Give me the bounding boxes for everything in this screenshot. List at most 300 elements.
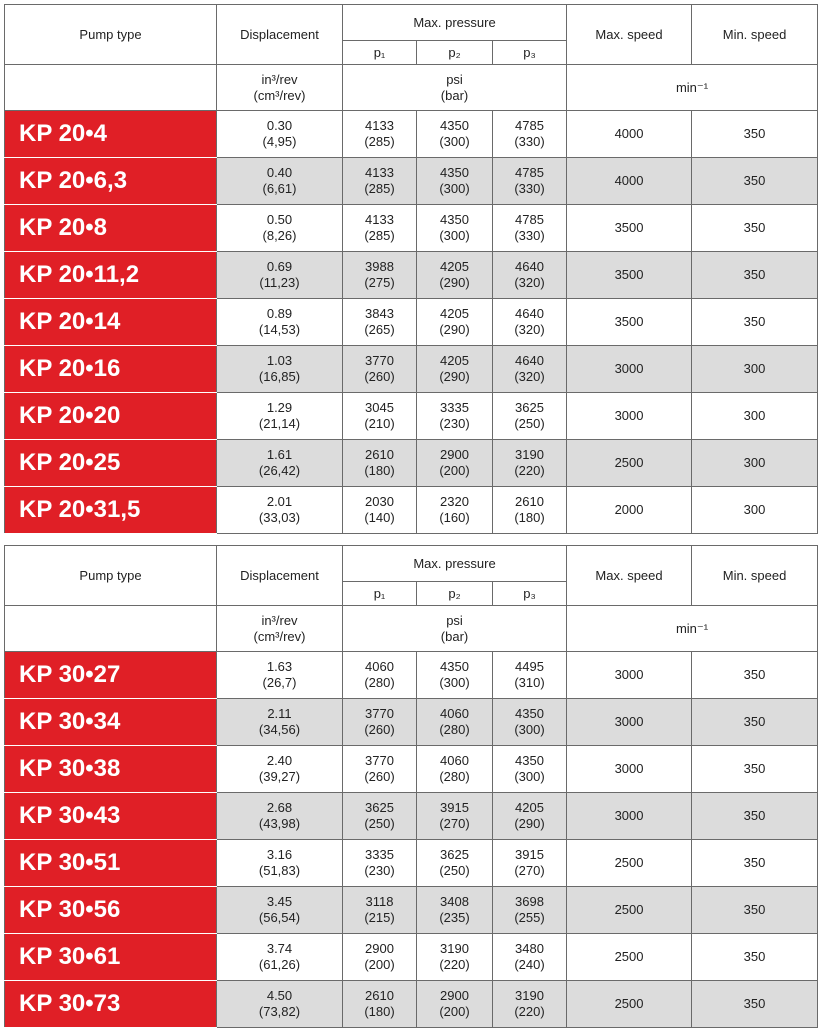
- displacement-imperial: 2.01: [266, 494, 293, 509]
- p3-bar: (300): [514, 769, 545, 784]
- max-speed-cell: [567, 346, 692, 393]
- p2-psi: 4350: [440, 118, 469, 133]
- p2-cell: [417, 346, 493, 393]
- min-speed-value: 350: [743, 126, 766, 141]
- min-speed-value: 350: [743, 714, 766, 729]
- max-speed-value: 2500: [614, 949, 644, 964]
- p3-header: p₃: [493, 41, 567, 65]
- p2-header: p₂: [417, 41, 493, 65]
- displacement-cell: [217, 840, 343, 887]
- table-row: [5, 699, 818, 746]
- p2-psi: 4060: [440, 753, 469, 768]
- p2-psi: 4350: [440, 212, 469, 227]
- pressure-unit: [343, 606, 567, 652]
- p2-header: p₂: [417, 582, 493, 606]
- displacement-unit: [217, 65, 343, 111]
- displacement-cell: [217, 793, 343, 840]
- displacement-cell: [217, 252, 343, 299]
- p2-bar: (220): [439, 957, 470, 972]
- p1-psi: 3045: [365, 400, 394, 415]
- p2-bar: (200): [439, 1004, 470, 1019]
- min-speed-value: 350: [743, 949, 766, 964]
- p3-cell: [493, 840, 567, 887]
- max-speed-value: 2500: [614, 902, 644, 917]
- displacement-metric: (6,61): [262, 181, 297, 196]
- p1-psi: 4133: [365, 165, 394, 180]
- p1-cell: [343, 793, 417, 840]
- pump-type-label: KP 20•6,3: [19, 167, 128, 194]
- max-speed-cell: [567, 252, 692, 299]
- displacement-metric: (21,14): [258, 416, 301, 431]
- max-speed-value: 2000: [614, 502, 644, 517]
- min-speed-value: 350: [743, 267, 766, 282]
- min-speed-cell: [692, 487, 818, 534]
- p3-psi: 3915: [515, 847, 544, 862]
- displacement-metric: (16,85): [258, 369, 301, 384]
- p2-psi: 4205: [440, 306, 469, 321]
- displacement-metric: (61,26): [258, 957, 301, 972]
- pump-table-kp20: [4, 4, 818, 534]
- p2-psi: 3408: [440, 894, 469, 909]
- p2-cell: [417, 487, 493, 534]
- max-speed-value: 3500: [614, 314, 644, 329]
- p1-cell: [343, 487, 417, 534]
- displacement-metric: (73,82): [258, 1004, 301, 1019]
- displacement-unit-imperial: in³/rev: [261, 71, 298, 87]
- p2-psi: 4205: [440, 353, 469, 368]
- table-row: [5, 652, 818, 699]
- p2-cell: [417, 793, 493, 840]
- p2-bar: (270): [439, 816, 470, 831]
- min-speed-cell: [692, 652, 818, 699]
- p3-psi: 4640: [515, 353, 544, 368]
- displacement-cell: [217, 158, 343, 205]
- p1-psi: 3988: [365, 259, 394, 274]
- pump-type-cell: [5, 346, 217, 393]
- min-speed-cell: [692, 158, 818, 205]
- displacement-metric: (39,27): [258, 769, 301, 784]
- displacement-cell: [217, 652, 343, 699]
- table-row: [5, 346, 818, 393]
- p1-cell: [343, 393, 417, 440]
- min-speed-cell: [692, 934, 818, 981]
- p1-bar: (265): [364, 322, 395, 337]
- p1-cell: [343, 981, 417, 1028]
- p2-psi: 3625: [440, 847, 469, 862]
- displacement-cell: [217, 393, 343, 440]
- min-speed-cell: [692, 746, 818, 793]
- max-speed-value: 3500: [614, 267, 644, 282]
- p2-cell: [417, 158, 493, 205]
- p3-psi: 4495: [515, 659, 544, 674]
- min-speed-cell: [692, 793, 818, 840]
- max-speed-value: 3000: [614, 761, 644, 776]
- pump-type-label: KP 30•73: [19, 990, 121, 1017]
- p1-bar: (230): [364, 863, 395, 878]
- pump-type-label: KP 30•43: [19, 802, 121, 829]
- table-row: [5, 440, 818, 487]
- p2-bar: (280): [439, 722, 470, 737]
- p1-bar: (210): [364, 416, 395, 431]
- displacement-imperial: 2.40: [266, 753, 293, 768]
- p1-cell: [343, 746, 417, 793]
- table-row: [5, 487, 818, 534]
- min-speed-value: 300: [743, 455, 766, 470]
- p1-cell: [343, 840, 417, 887]
- p3-bar: (330): [514, 181, 545, 196]
- min-speed-value: 350: [743, 173, 766, 188]
- p3-header: p₃: [493, 582, 567, 606]
- max-speed-value: 4000: [614, 126, 644, 141]
- max-speed-value: 2500: [614, 855, 644, 870]
- p3-bar: (320): [514, 322, 545, 337]
- displacement-metric: (33,03): [258, 510, 301, 525]
- min-speed-cell: [692, 205, 818, 252]
- displacement-metric: (8,26): [262, 228, 297, 243]
- max-speed-value: 3000: [614, 408, 644, 423]
- table-row: [5, 746, 818, 793]
- p3-bar: (250): [514, 416, 545, 431]
- p3-psi: 4640: [515, 259, 544, 274]
- p3-cell: [493, 699, 567, 746]
- table-row: [5, 111, 818, 158]
- pump-type-label: KP 20•14: [19, 308, 121, 335]
- p3-psi: 4785: [515, 118, 544, 133]
- p2-psi: 2320: [440, 494, 469, 509]
- pump-type-label: KP 20•31,5: [19, 496, 141, 523]
- pump-type-label: KP 30•27: [19, 661, 121, 688]
- p2-cell: [417, 299, 493, 346]
- displacement-metric: (4,95): [262, 134, 297, 149]
- displacement-imperial: 3.16: [266, 847, 293, 862]
- pump-type-label: KP 30•56: [19, 896, 121, 923]
- p2-cell: [417, 393, 493, 440]
- displacement-imperial: 0.30: [266, 118, 293, 133]
- pump-type-label: KP 30•38: [19, 755, 121, 782]
- p1-bar: (260): [364, 769, 395, 784]
- p2-bar: (300): [439, 134, 470, 149]
- displacement-unit: [217, 606, 343, 652]
- table-row: [5, 793, 818, 840]
- p2-bar: (230): [439, 416, 470, 431]
- p3-psi: 4205: [515, 800, 544, 815]
- max-speed-cell: [567, 699, 692, 746]
- max-speed-cell: [567, 111, 692, 158]
- displacement-metric: (26,42): [258, 463, 301, 478]
- pump-type-cell: [5, 111, 217, 158]
- displacement-cell: [217, 440, 343, 487]
- min-speed-value: 350: [743, 902, 766, 917]
- max-speed-cell: [567, 158, 692, 205]
- max-speed-value: 3000: [614, 714, 644, 729]
- displacement-imperial: 0.40: [266, 165, 293, 180]
- min-speed-value: 300: [743, 361, 766, 376]
- displacement-imperial: 1.03: [266, 353, 293, 368]
- p1-header: p₁: [343, 582, 417, 606]
- p3-psi: 4350: [515, 706, 544, 721]
- max-speed-cell: [567, 440, 692, 487]
- displacement-imperial: 0.69: [266, 259, 293, 274]
- displacement-cell: [217, 887, 343, 934]
- p1-cell: [343, 299, 417, 346]
- table-row: [5, 205, 818, 252]
- p3-bar: (255): [514, 910, 545, 925]
- p3-cell: [493, 299, 567, 346]
- p2-bar: (290): [439, 275, 470, 290]
- speed-unit: min⁻¹: [567, 606, 818, 652]
- displacement-header: Displacement: [217, 5, 343, 65]
- p2-psi: 2900: [440, 988, 469, 1003]
- p3-cell: [493, 346, 567, 393]
- p3-bar: (310): [514, 675, 545, 690]
- p1-bar: (180): [364, 1004, 395, 1019]
- p2-psi: 4060: [440, 706, 469, 721]
- p2-psi: 4350: [440, 165, 469, 180]
- p2-cell: [417, 205, 493, 252]
- p3-bar: (240): [514, 957, 545, 972]
- p2-psi: 3335: [440, 400, 469, 415]
- displacement-header: Displacement: [217, 546, 343, 606]
- pump-type-label: KP 20•16: [19, 355, 121, 382]
- max-speed-value: 3000: [614, 808, 644, 823]
- p1-bar: (260): [364, 722, 395, 737]
- pump-type-unit-cell: [5, 606, 217, 652]
- p3-bar: (300): [514, 722, 545, 737]
- p1-bar: (285): [364, 181, 395, 196]
- table-row: [5, 252, 818, 299]
- max-speed-header: Max. speed: [567, 546, 692, 606]
- p1-cell: [343, 652, 417, 699]
- p2-psi: 3915: [440, 800, 469, 815]
- p2-bar: (300): [439, 181, 470, 196]
- table-row: [5, 840, 818, 887]
- max-speed-value: 3000: [614, 361, 644, 376]
- p2-bar: (290): [439, 322, 470, 337]
- displacement-metric: (14,53): [258, 322, 301, 337]
- p1-cell: [343, 252, 417, 299]
- p1-bar: (140): [364, 510, 395, 525]
- p1-bar: (280): [364, 675, 395, 690]
- p2-bar: (250): [439, 863, 470, 878]
- p3-psi: 3625: [515, 400, 544, 415]
- p1-bar: (250): [364, 816, 395, 831]
- p3-cell: [493, 487, 567, 534]
- p3-cell: [493, 440, 567, 487]
- pump-type-cell: [5, 934, 217, 981]
- p3-cell: [493, 158, 567, 205]
- p3-psi: 3698: [515, 894, 544, 909]
- pump-type-header: Pump type: [5, 546, 217, 606]
- p3-psi: 4785: [515, 212, 544, 227]
- p2-bar: (200): [439, 463, 470, 478]
- p2-bar: (290): [439, 369, 470, 384]
- p2-cell: [417, 111, 493, 158]
- p3-bar: (320): [514, 369, 545, 384]
- p1-bar: (215): [364, 910, 395, 925]
- max-speed-cell: [567, 981, 692, 1028]
- p3-cell: [493, 652, 567, 699]
- max-speed-value: 3000: [614, 667, 644, 682]
- pump-type-cell: [5, 158, 217, 205]
- max-speed-header: Max. speed: [567, 5, 692, 65]
- p2-psi: 3190: [440, 941, 469, 956]
- pump-type-unit-cell: [5, 65, 217, 111]
- p1-psi: 4060: [365, 659, 394, 674]
- p1-psi: 3770: [365, 706, 394, 721]
- displacement-cell: [217, 746, 343, 793]
- p2-cell: [417, 699, 493, 746]
- table-row: [5, 934, 818, 981]
- displacement-cell: [217, 346, 343, 393]
- p1-psi: 3770: [365, 353, 394, 368]
- p2-bar: (160): [439, 510, 470, 525]
- pump-type-cell: [5, 440, 217, 487]
- pump-type-label: KP 30•61: [19, 943, 121, 970]
- p3-psi: 4350: [515, 753, 544, 768]
- p1-header: p₁: [343, 41, 417, 65]
- p3-bar: (180): [514, 510, 545, 525]
- displacement-imperial: 2.11: [267, 706, 292, 721]
- p3-psi: 3190: [515, 988, 544, 1003]
- p3-bar: (290): [514, 816, 545, 831]
- table-row: [5, 299, 818, 346]
- displacement-imperial: 2.68: [266, 800, 293, 815]
- p1-psi: 2610: [365, 447, 394, 462]
- displacement-metric: (26,7): [262, 675, 297, 690]
- displacement-unit-metric: (cm³/rev): [253, 628, 306, 644]
- p1-cell: [343, 934, 417, 981]
- p3-cell: [493, 887, 567, 934]
- p1-psi: 3335: [365, 847, 394, 862]
- max-speed-cell: [567, 393, 692, 440]
- p3-cell: [493, 981, 567, 1028]
- displacement-unit-metric: (cm³/rev): [253, 87, 306, 103]
- max-speed-cell: [567, 746, 692, 793]
- p2-cell: [417, 746, 493, 793]
- table-row: [5, 158, 818, 205]
- min-speed-cell: [692, 393, 818, 440]
- min-speed-value: 300: [743, 408, 766, 423]
- min-speed-cell: [692, 840, 818, 887]
- min-speed-cell: [692, 887, 818, 934]
- p2-cell: [417, 981, 493, 1028]
- displacement-imperial: 3.45: [266, 894, 293, 909]
- p1-cell: [343, 699, 417, 746]
- p1-psi: 2030: [365, 494, 394, 509]
- min-speed-cell: [692, 440, 818, 487]
- displacement-imperial: 1.29: [266, 400, 293, 415]
- max-speed-value: 3500: [614, 220, 644, 235]
- p2-bar: (300): [439, 228, 470, 243]
- p1-bar: (200): [364, 957, 395, 972]
- displacement-unit-imperial: in³/rev: [261, 612, 298, 628]
- table-row: [5, 887, 818, 934]
- table-row: [5, 981, 818, 1028]
- min-speed-value: 300: [743, 502, 766, 517]
- max-speed-cell: [567, 487, 692, 534]
- max-speed-cell: [567, 205, 692, 252]
- p3-psi: 4785: [515, 165, 544, 180]
- p3-cell: [493, 111, 567, 158]
- p1-bar: (180): [364, 463, 395, 478]
- pressure-unit-bar: (bar): [440, 87, 469, 103]
- pump-type-cell: [5, 699, 217, 746]
- displacement-imperial: 1.63: [266, 659, 293, 674]
- min-speed-value: 350: [743, 808, 766, 823]
- p1-psi: 3625: [365, 800, 394, 815]
- p3-cell: [493, 746, 567, 793]
- p3-cell: [493, 793, 567, 840]
- displacement-cell: [217, 699, 343, 746]
- p3-psi: 4640: [515, 306, 544, 321]
- pump-type-cell: [5, 205, 217, 252]
- p3-psi: 3480: [515, 941, 544, 956]
- p2-cell: [417, 887, 493, 934]
- min-speed-value: 350: [743, 314, 766, 329]
- pump-type-cell: [5, 887, 217, 934]
- p1-bar: (260): [364, 369, 395, 384]
- p1-cell: [343, 346, 417, 393]
- min-speed-value: 350: [743, 996, 766, 1011]
- min-speed-cell: [692, 111, 818, 158]
- p3-cell: [493, 252, 567, 299]
- pump-type-header: Pump type: [5, 5, 217, 65]
- p2-psi: 4205: [440, 259, 469, 274]
- p2-bar: (235): [439, 910, 470, 925]
- displacement-imperial: 0.50: [266, 212, 293, 227]
- p1-psi: 3843: [365, 306, 394, 321]
- pump-type-label: KP 20•25: [19, 449, 121, 476]
- max-speed-cell: [567, 652, 692, 699]
- min-speed-cell: [692, 699, 818, 746]
- max-speed-cell: [567, 793, 692, 840]
- displacement-metric: (51,83): [258, 863, 301, 878]
- displacement-cell: [217, 981, 343, 1028]
- pressure-unit-psi: psi: [446, 612, 463, 628]
- max-speed-value: 2500: [614, 996, 644, 1011]
- displacement-cell: [217, 934, 343, 981]
- min-speed-cell: [692, 299, 818, 346]
- speed-unit: min⁻¹: [567, 65, 818, 111]
- max-speed-value: 2500: [614, 455, 644, 470]
- max-pressure-header: Max. pressure: [343, 5, 567, 41]
- max-speed-cell: [567, 887, 692, 934]
- pump-type-label: KP 20•4: [19, 120, 108, 147]
- displacement-imperial: 3.74: [266, 941, 293, 956]
- min-speed-header: Min. speed: [692, 5, 818, 65]
- p1-psi: 4133: [365, 118, 394, 133]
- pump-type-cell: [5, 746, 217, 793]
- displacement-cell: [217, 299, 343, 346]
- pump-type-cell: [5, 299, 217, 346]
- p1-psi: 3770: [365, 753, 394, 768]
- p1-cell: [343, 111, 417, 158]
- p3-bar: (330): [514, 228, 545, 243]
- p2-cell: [417, 840, 493, 887]
- displacement-cell: [217, 111, 343, 158]
- pump-type-cell: [5, 840, 217, 887]
- p1-cell: [343, 440, 417, 487]
- min-speed-value: 350: [743, 761, 766, 776]
- p2-cell: [417, 440, 493, 487]
- displacement-metric: (34,56): [258, 722, 301, 737]
- p1-cell: [343, 887, 417, 934]
- pressure-unit: [343, 65, 567, 111]
- min-speed-cell: [692, 252, 818, 299]
- p3-psi: 2610: [515, 494, 544, 509]
- displacement-metric: (11,23): [259, 275, 300, 290]
- p2-psi: 2900: [440, 447, 469, 462]
